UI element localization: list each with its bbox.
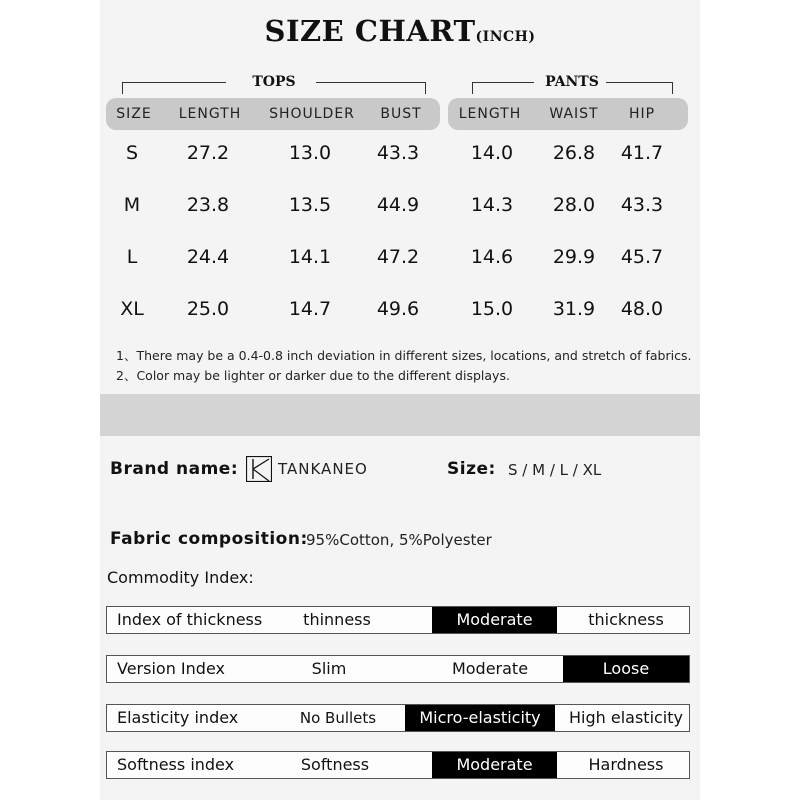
header-waist: WAIST	[549, 106, 599, 122]
cell-hip: 48.0	[620, 298, 664, 320]
cell-pants-length: 14.6	[470, 246, 514, 268]
cell-pants-length: 14.3	[470, 194, 514, 216]
index-label: Version Index	[117, 659, 225, 678]
cell-hip: 43.3	[620, 194, 664, 216]
header-hip: HIP	[628, 106, 656, 122]
header-bust: BUST	[380, 106, 422, 122]
cell-shoulder: 14.1	[288, 246, 332, 268]
tops-label: TOPS	[252, 74, 296, 90]
index-option: Slim	[311, 659, 347, 678]
index-option-selected: Moderate	[432, 607, 557, 633]
index-option-selected: Micro-elasticity	[405, 705, 555, 731]
cell-hip: 45.7	[620, 246, 664, 268]
thickness-index-row	[106, 606, 690, 634]
cell-pants-length: 14.0	[470, 142, 514, 164]
fabric-value: 95%Cotton, 5%Polyester	[306, 531, 492, 549]
cell-waist: 31.9	[552, 298, 596, 320]
fabric-label: Fabric composition:	[110, 529, 308, 549]
cell-bust: 49.6	[376, 298, 420, 320]
cell-waist: 28.0	[552, 194, 596, 216]
cell-hip: 41.7	[620, 142, 664, 164]
index-label: Index of thickness	[117, 610, 263, 629]
cell-tops-length: 24.4	[186, 246, 230, 268]
cell-tops-length: 23.8	[186, 194, 230, 216]
header-shoulder: SHOULDER	[269, 106, 355, 122]
size-value: S / M / L / XL	[508, 461, 602, 479]
index-option: Hardness	[588, 755, 664, 774]
header-tops-length: LENGTH	[178, 106, 242, 122]
cell-waist: 26.8	[552, 142, 596, 164]
header-size: SIZE	[116, 106, 152, 122]
header-pants-length: LENGTH	[458, 106, 522, 122]
tankaneo-logo-icon	[246, 456, 272, 482]
index-option: Moderate	[451, 659, 529, 678]
commodity-index-label: Commodity Index:	[107, 568, 254, 587]
index-option: thickness	[588, 610, 664, 629]
index-option: thinness	[303, 610, 371, 629]
cell-size: M	[123, 194, 141, 216]
page-title: SIZE CHART(INCH)	[264, 14, 536, 48]
cell-shoulder: 14.7	[288, 298, 332, 320]
cell-bust: 43.3	[376, 142, 420, 164]
elasticity-index-row	[106, 704, 690, 732]
version-index-row	[106, 655, 690, 683]
size-label: Size:	[447, 459, 496, 479]
index-option: Softness	[300, 755, 370, 774]
cell-tops-length: 27.2	[186, 142, 230, 164]
cell-pants-length: 15.0	[470, 298, 514, 320]
index-option: No Bullets	[299, 709, 377, 727]
cell-shoulder: 13.0	[288, 142, 332, 164]
brand-label: Brand name:	[110, 459, 239, 479]
note-color: 2、Color may be lighter or darker due to the different displays.	[116, 368, 510, 383]
index-label: Softness index	[117, 755, 235, 774]
cell-tops-length: 25.0	[186, 298, 230, 320]
cell-size: S	[125, 142, 139, 164]
cell-bust: 47.2	[376, 246, 420, 268]
cell-waist: 29.9	[552, 246, 596, 268]
cell-size: L	[126, 246, 138, 268]
cell-size: XL	[120, 298, 144, 320]
cell-shoulder: 13.5	[288, 194, 332, 216]
index-option: High elasticity	[569, 708, 683, 727]
index-option-selected: Loose	[563, 656, 689, 682]
index-label: Elasticity index	[117, 708, 239, 727]
brand-value: TANKANEO	[278, 460, 368, 478]
divider-band	[100, 394, 700, 436]
softness-index-row	[106, 751, 690, 779]
cell-bust: 44.9	[376, 194, 420, 216]
pants-label: PANTS	[545, 74, 599, 90]
note-deviation: 1、There may be a 0.4-0.8 inch deviation in different sizes, locations, and stretch of fabrics.	[116, 348, 692, 363]
index-option-selected: Moderate	[432, 752, 557, 778]
